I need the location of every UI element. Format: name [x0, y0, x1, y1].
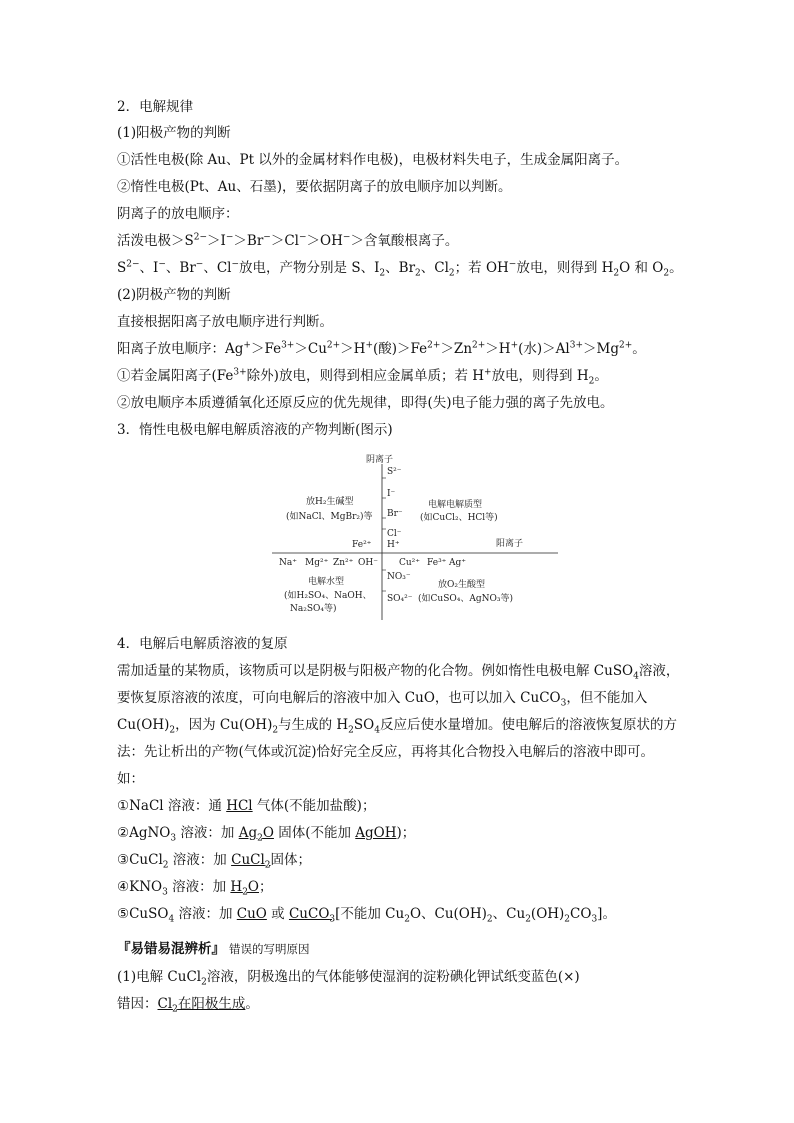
text: 溶液：加: [168, 852, 232, 868]
text: ＞Cl: [270, 233, 299, 249]
example-5: ⑤CuSO$_4$ 溶液：加 CuO 或 CuCO$_3$[不能加 $Cu_2O$、$Cu(OH)_2$、$Cu_2(OH)_2CO_3$]。: [117, 906, 616, 925]
anion-so4: SO₄²⁻: [387, 594, 413, 604]
para-line-4: 法：先让析出的产物(气体或沉淀)恰好完全反应，再将其化合物投入电解后的溶液中即可。: [117, 744, 655, 760]
answer: CuO: [236, 906, 267, 922]
text: 错因：: [117, 996, 158, 1012]
tag-subtitle: 错误的写明原因: [229, 942, 310, 956]
anion-cl: Cl⁻: [387, 529, 402, 539]
para-line-5: 如：: [117, 771, 144, 787]
text: 阳离子放电顺序：Ag: [117, 341, 244, 357]
q1-sub: (如NaCl、MgBr₂)等: [286, 512, 373, 522]
text: 。: [594, 368, 608, 384]
text: ①NaCl 溶液：通: [117, 798, 227, 814]
text: (1)电解 CuCl: [117, 969, 202, 985]
anode-active-rule: ①活性电极(除 Au、Pt 以外的金属材料作电极)，电极材料失电子，生成金属阳离子。: [117, 152, 629, 168]
anion-br: Br⁻: [387, 509, 403, 519]
text: )；: [396, 825, 416, 841]
x-axis-label: 阳离子: [496, 539, 524, 549]
text: O: [262, 825, 274, 841]
error-item-1: (1)电解 CuCl$_2$溶液，阴极逸出的气体能够使湿润的淀粉碘化钾试纸变蓝色(×): [117, 969, 580, 988]
text: H: [230, 879, 243, 895]
anion-no3: NO₃⁻: [387, 572, 411, 582]
anion-s: S²⁻: [387, 467, 402, 477]
cation-zn: Zn²⁺: [333, 558, 354, 568]
q2-title: 电解电解质型: [428, 500, 483, 510]
text: (水)＞Al: [518, 341, 570, 357]
q3-sub-2: Na₂SO₄等): [290, 604, 337, 614]
cation-fe3: Fe³⁺: [427, 558, 447, 568]
fe2-label: Fe²⁺: [352, 540, 372, 550]
text: ＞H: [340, 341, 366, 357]
answer: AgOH: [355, 825, 397, 841]
q4-title: 放O₂生酸型: [438, 580, 485, 590]
text: O 和 O: [619, 260, 664, 276]
anode-inert-rule: ②惰性电极(Pt、Au、石墨)，要依据阴离子的放电顺序加以判断。: [117, 179, 512, 195]
text: ＞Zn: [440, 341, 473, 357]
text: ＞Cu: [294, 341, 327, 357]
tag-title: 『易错易混辨析』: [117, 941, 225, 957]
text: ③CuCl: [117, 852, 163, 868]
text: CuCO: [288, 906, 330, 922]
cation-order: 阳离子放电顺序：$Ag^+>Fe^{3+}>Cu^{2+}>H^+$(酸)$>Fe^{2+}>Zn^{2+}>H^+$(水)$>Al^{3+}>Mg^{2+}$。: [117, 340, 646, 357]
text: 溶液：加: [176, 825, 239, 841]
text: ＞OH: [306, 233, 343, 249]
para-line-3: $Cu(OH)_2$，因为 $Cu(OH)_2$与生成的 $H_2SO_4$反应后使水量增加。使电解后的溶液恢复原状的方: [117, 717, 677, 736]
note-2: ②放电顺序本质遵循氧化还原反应的优先规律，即得(失)电子能力强的离子先放电。: [117, 395, 614, 411]
q2-sub: (如CuCl₂、HCl等): [420, 513, 498, 523]
text: O、Cu(OH): [409, 906, 487, 922]
text: ⑤CuSO: [117, 906, 169, 922]
text: ＞Fe: [250, 341, 282, 357]
answer: $Cl_2$在阳极生成: [157, 996, 246, 1015]
section-4-title: 4．电解后电解质溶液的复原: [117, 636, 288, 652]
text: (酸)＞Fe: [373, 341, 428, 357]
text: 、Br: [165, 260, 196, 276]
text: ，但不能加入: [566, 690, 648, 706]
example-1: [117, 797, 375, 815]
text: (OH): [530, 906, 565, 922]
text: 放电，产物分别是 S、I: [239, 260, 380, 276]
note-1: ①若金属阳离子($Fe^{3+}$除外)放电，则得到相应金属单质；若 H+放电，则得到 $H_2$。: [117, 367, 608, 387]
q3-title: 电解水型: [308, 577, 345, 587]
text: O: [247, 879, 259, 895]
ion-discharge-diagram: [270, 450, 560, 622]
text: S: [117, 260, 127, 276]
text: Cl: [157, 996, 173, 1012]
error-analysis-tag: [117, 937, 310, 957]
text: Ag: [238, 825, 258, 841]
para-line-2: 要恢复原溶液的浓度，可向电解后的溶液中加入 CuO，也可以加入 CuCO$_3$，但不能加入: [117, 690, 648, 709]
example-4: $④KNO_3$ 溶液：加 $H_2O$；: [117, 879, 273, 898]
text: CO: [570, 906, 592, 922]
text: ＞Mg: [583, 341, 619, 357]
text: ＞I: [207, 233, 226, 249]
text: ②AgNO: [117, 825, 171, 841]
answer: CuCO$_3$: [288, 906, 336, 925]
text: 反应后使水量增加。使电解后的溶液恢复原状的方: [379, 717, 677, 733]
text: ＞H: [485, 341, 511, 357]
anion-order: 活泼电极$>S^{2-}>I^->Br^->Cl^->OH^->$含氧酸根离子。: [117, 232, 459, 249]
text: ＞含氧酸根离子。: [350, 233, 459, 249]
text: SO: [353, 717, 375, 733]
text: ]。: [597, 906, 616, 922]
cation-oh: OH⁻: [358, 558, 378, 568]
text: 在阳极生成: [177, 996, 246, 1012]
text: ；若 OH: [454, 260, 509, 276]
para-line-1: 需加适量的某物质，该物质可以是阴极与阳极产物的化合物。例如惰性电极电解 CuSO$_4$溶液，: [117, 663, 680, 682]
text: 、Cu: [492, 906, 526, 922]
text: [不能加 Cu: [335, 906, 405, 922]
cation-na: Na⁺: [279, 558, 297, 568]
example-3: ③CuCl$_2$ 溶液：加 CuCl$_2$固体；: [117, 852, 312, 871]
text: 需加适量的某物质，该物质可以是阴极与阳极产物的化合物。例如惰性电极电解 CuSO: [117, 663, 634, 679]
text: 溶液：加: [167, 879, 231, 895]
cation-ag: Ag⁺: [449, 558, 467, 568]
cathode-rule: 直接根据阳离子放电顺序进行判断。: [117, 314, 333, 330]
y-axis-label: 阴离子: [366, 455, 394, 465]
section-2-1-title: (1)阳极产物的判断: [117, 125, 231, 141]
cation-cu: Cu²⁺: [399, 558, 421, 568]
q4-sub: (如CuSO₄、AgNO₃等): [418, 594, 513, 604]
q1-title: 放H₂生碱型: [306, 497, 354, 507]
text: 溶液：加: [174, 906, 237, 922]
text: 要恢复原溶液的浓度，可向电解后的溶液中加入 CuO，也可以加入 CuCO: [117, 690, 561, 706]
example-2: ②AgNO$_3$ 溶液：加 $Ag_2O$ 固体(不能加 AgOH)；: [117, 825, 416, 844]
section-3-title: 3．惰性电极电解电解质溶液的产物判断(图示): [117, 422, 393, 438]
text: ；: [259, 879, 273, 895]
answer: $Ag_2O$: [238, 825, 274, 844]
cation-mg: Mg²⁺: [305, 558, 329, 568]
text: ＞Br: [233, 233, 264, 249]
text: 活泼电极＞S: [117, 233, 194, 249]
text: 与生成的 H: [278, 717, 349, 733]
error-reason-1: [117, 995, 259, 1013]
text: 、I: [139, 260, 159, 276]
anion-order-label: 阴离子的放电顺序：: [117, 206, 239, 222]
section-2-title: 2．电解规律: [117, 99, 194, 115]
section-2-2-title: (2)阴极产物的判断: [117, 287, 231, 303]
text: 、Cl: [203, 260, 232, 276]
text: 放电，则得到 H: [516, 260, 614, 276]
q3-sub-1: (如H₂SO₄、NaOH、: [284, 591, 372, 601]
text: 或: [266, 906, 289, 922]
text: 。: [632, 341, 646, 357]
text: 溶液，: [638, 663, 680, 679]
anion-i: I⁻: [387, 489, 396, 499]
text: ①若金属阳离子(Fe: [117, 368, 234, 384]
text: ④KNO: [117, 879, 163, 895]
text: CuCl: [231, 852, 265, 868]
h-label: H⁺: [387, 540, 400, 550]
text: 。: [669, 260, 683, 276]
text: 固体(不能加: [273, 825, 356, 841]
text: 、Cl: [420, 260, 449, 276]
text: 、Br: [385, 260, 416, 276]
answer: CuCl$_2$: [231, 852, 271, 871]
text: 溶液，阴极逸出的气体能够使湿润的淀粉碘化钾试纸变蓝色(×): [206, 969, 580, 985]
text: 放电，则得到 H: [491, 368, 589, 384]
text: 除外)放电，则得到相应金属单质；若 H: [246, 368, 485, 384]
answer: HCl: [226, 798, 253, 814]
text: 气体(不能加盐酸)；: [252, 798, 376, 814]
text: 。: [245, 996, 259, 1012]
answer: $H_2O$: [230, 879, 259, 898]
anion-products: $S^{2-}$、I−、Br−、Cl−放电，产物分别是 S、$I_2$、$Br_2$、$Cl_2$；若 OH−放电，则得到 $H_2O$ 和 $O_2$。: [117, 259, 683, 279]
text: 固体；: [270, 852, 312, 868]
text: Cu(OH): [117, 717, 170, 733]
text: ，因为 Cu(OH): [175, 717, 273, 733]
